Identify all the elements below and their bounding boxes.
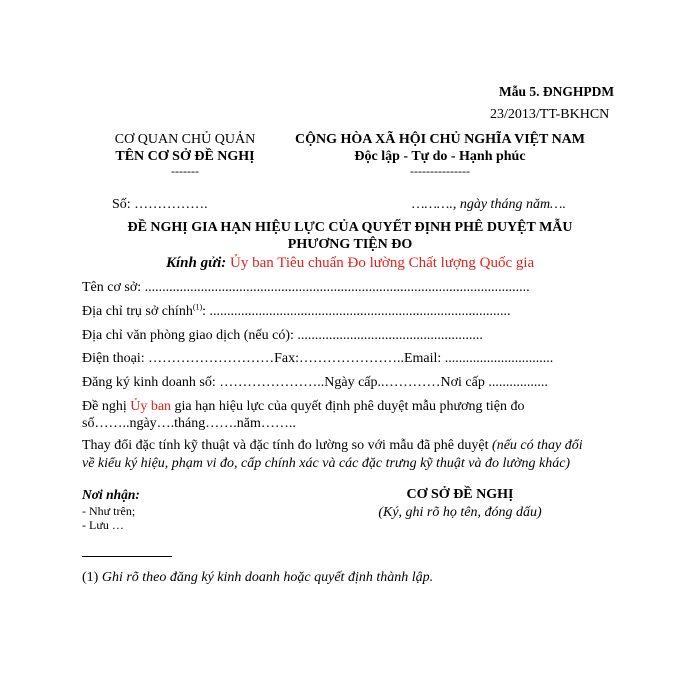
changes-note1: (nếu có thay đổi bbox=[492, 438, 583, 453]
facility-name-field: Tên cơ sở: .............................................................................................................. bbox=[82, 280, 530, 295]
footnote-marker: (1) bbox=[82, 570, 102, 585]
footnote bbox=[82, 570, 433, 586]
request-rest: gia hạn hiệu lực của quyết định phê duyệt mẫu phương tiện đo bbox=[171, 399, 525, 414]
recipient-line bbox=[166, 255, 534, 272]
form-code: Mẫu 5. ĐNGHPDM bbox=[499, 84, 615, 99]
date-line: ………., ngày tháng năm…. bbox=[412, 197, 567, 212]
recipient-item-1: - Như trên; bbox=[82, 504, 136, 518]
signature-note: (Ký, ghi rõ họ tên, đóng dấu) bbox=[378, 505, 542, 520]
left-header-divider: ------- bbox=[171, 164, 199, 178]
changes-line2: về kiểu ký hiệu, phạm vi đo, cấp chính xác và các đặc trưng kỹ thuật và đo lường khác) bbox=[82, 456, 571, 471]
footnote-divider bbox=[82, 556, 172, 557]
document-title-line1: ĐỀ NGHỊ GIA HẠN HIỆU LỰC CỦA QUYẾT ĐỊNH PHÊ DUYỆT MẪU bbox=[127, 220, 573, 235]
signature-title: CƠ SỞ ĐỀ NGHỊ bbox=[406, 487, 514, 502]
proposer-name: TÊN CƠ SỞ ĐỀ NGHỊ bbox=[115, 149, 255, 164]
document-title-line2: PHƯƠNG TIỆN ĐO bbox=[287, 237, 413, 252]
address-dots: : ...................................................................................... bbox=[202, 304, 511, 319]
office-address-field: Địa chỉ văn phòng giao dịch (nếu có): ..................................................... bbox=[82, 328, 483, 343]
right-header-divider: --------------- bbox=[410, 164, 470, 178]
national-motto: Độc lập - Tự do - Hạnh phúc bbox=[354, 149, 526, 164]
recipient-value: Ủy ban Tiêu chuẩn Đo lường Chất lượng Quốc gia bbox=[230, 255, 535, 271]
changes-text: Thay đổi đặc tính kỹ thuật và đặc tính đo lường so với mẫu đã phê duyệt bbox=[82, 438, 493, 453]
recipient-label: Kính gửi: bbox=[166, 255, 227, 271]
request-prefix: Đề nghị bbox=[82, 399, 131, 414]
request-committee: Ủy ban bbox=[130, 399, 172, 414]
document-number: Số: ……………. bbox=[112, 197, 208, 212]
recipient-item-2: - Lưu … bbox=[82, 518, 124, 532]
request-line2: số……..ngày….tháng…….năm…….. bbox=[82, 416, 296, 431]
head-office-address-field bbox=[82, 304, 511, 320]
agency-name: CƠ QUAN CHỦ QUẢN bbox=[114, 132, 256, 147]
contact-field: Điện thoại: ………………………Fax:…………………..Email: ............................... bbox=[82, 351, 554, 366]
recipients-label: Nơi nhận: bbox=[82, 487, 140, 502]
country-name: CỘNG HÒA XÃ HỘI CHỦ NGHĨA VIỆT NAM bbox=[294, 132, 585, 147]
business-registration-field: Đăng ký kinh doanh số: …………………..Ngày cấp..…………Nơi cấp ................. bbox=[82, 375, 548, 390]
changes-line1 bbox=[82, 438, 583, 454]
footnote-text: Ghi rõ theo đăng ký kinh doanh hoặc quyết định thành lập. bbox=[101, 570, 434, 585]
request-line1 bbox=[82, 399, 525, 415]
circular-number: 23/2013/TT-BKHCN bbox=[490, 107, 610, 122]
address-label: Địa chỉ trụ sở chính bbox=[82, 304, 193, 319]
footnote-ref: (1) bbox=[192, 302, 203, 312]
